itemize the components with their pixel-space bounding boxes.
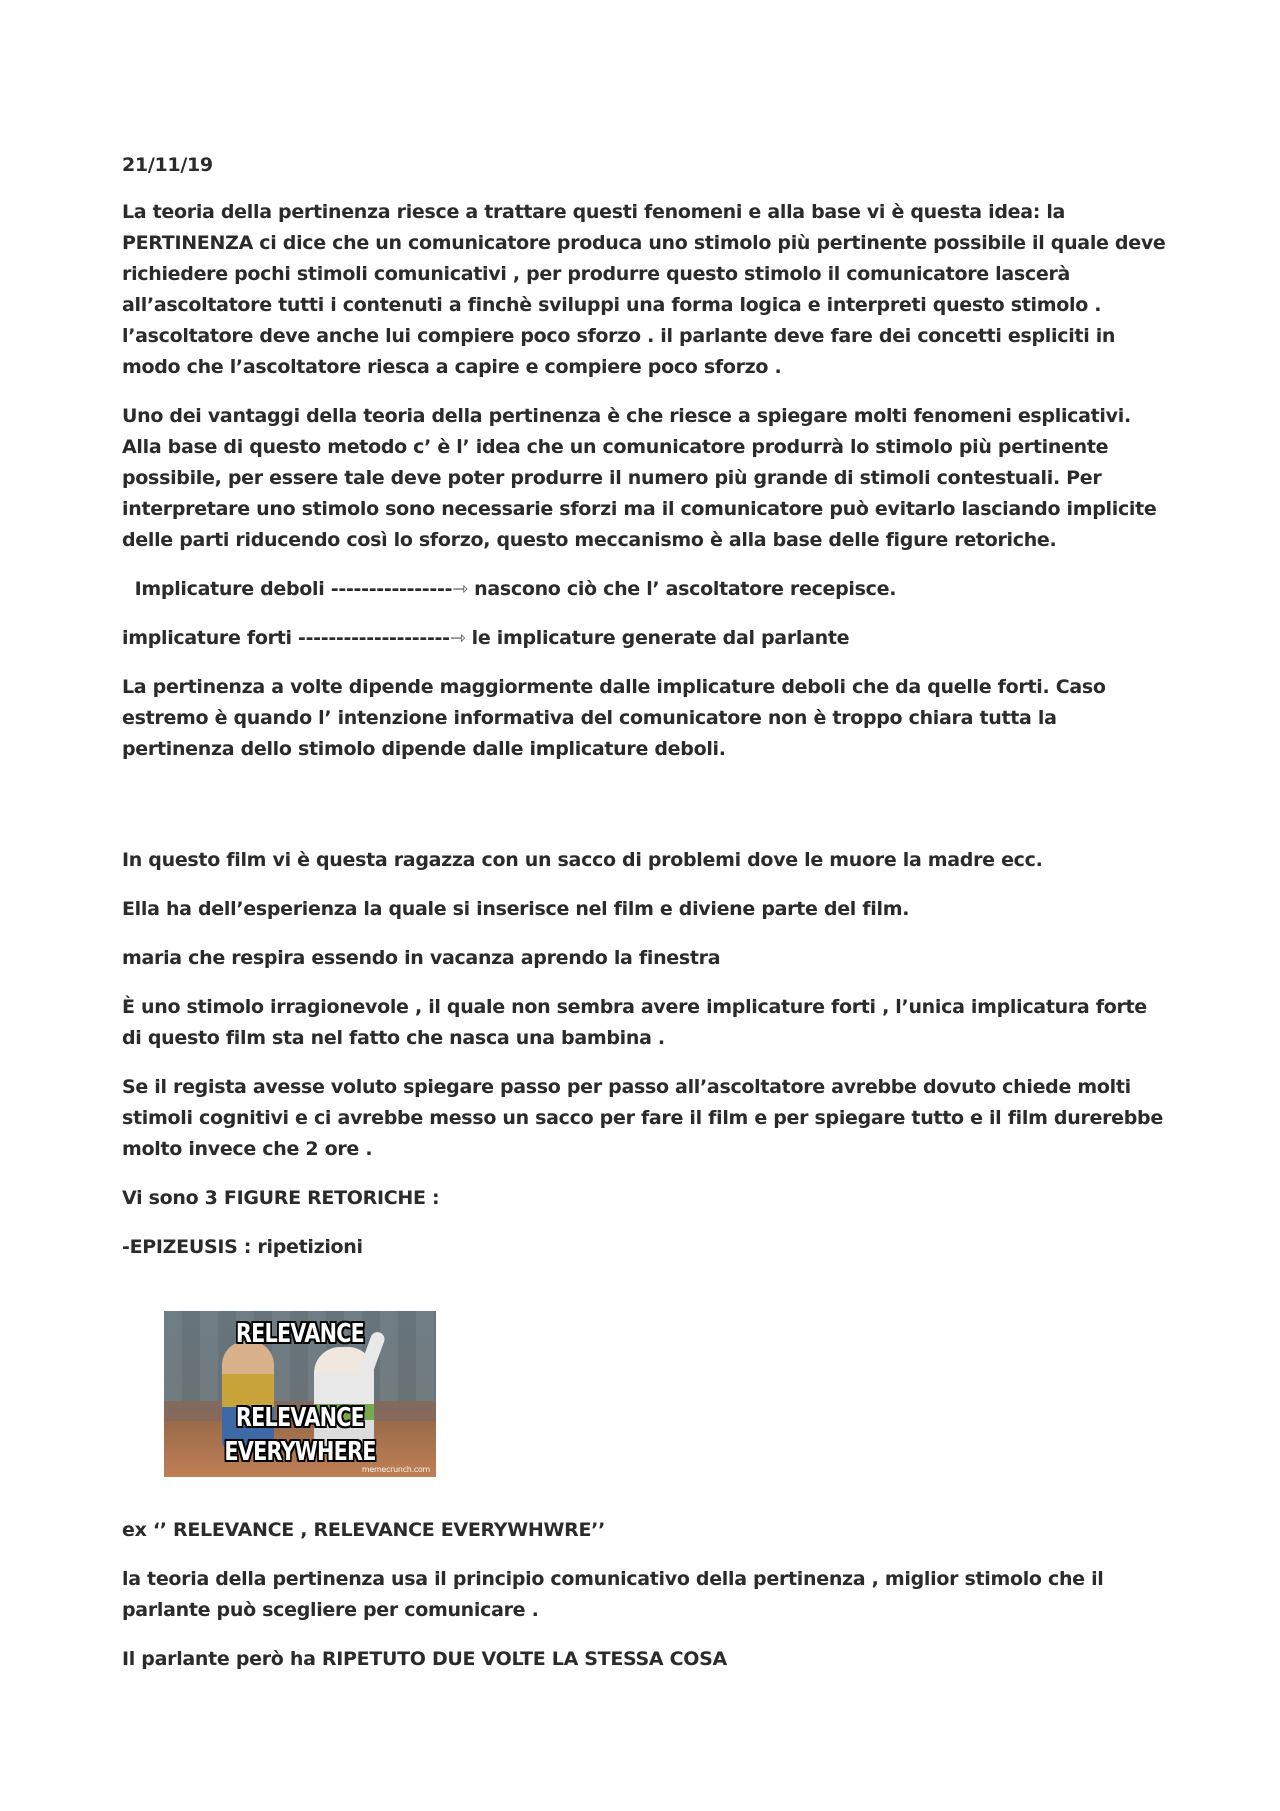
paragraph-pertinence-theory: La teoria della pertinenza riesce a trattare questi fenomeni e alla base vi è questa idea: la PERTINENZA ci dice che un comunicatore produca uno stimolo più pertinente possibile il quale deve richiedere pochi stimoli comunicativi , per produrre questo stimolo il comunicatore lascerà all’ascoltatore tutti i contenuti a finchè sviluppi una forma logica e interpreti questo stimolo . l’ascoltatore deve anche lui compiere poco sforzo . il parlante deve fare dei concetti espliciti in modo che l’ascoltatore riesca a capire e compiere poco sforzo . — [122, 201, 1166, 378]
meme-image — [164, 1311, 436, 1477]
paragraph-example: ex ‘’ RELEVANCE , RELEVANCE EVERYWHWRE’’ — [122, 1519, 606, 1541]
weak-implicature-term: Implicature deboli ---------------- — [134, 578, 453, 600]
weak-implicature-line — [122, 574, 1172, 605]
relevance-meme — [164, 1311, 436, 1477]
date-heading: 21/11/19 — [122, 154, 213, 176]
paragraph-film-scene: maria che respira essendo in vacanza aprendo la finestra — [122, 947, 721, 969]
blank-space — [122, 783, 1172, 845]
meme-caption-middle: RELEVANCE — [235, 1403, 365, 1433]
paragraph-film-experience: Ella ha dell’esperienza la quale si inserisce nel film e diviene parte del film. — [122, 898, 910, 920]
strong-implicature-line — [122, 623, 1172, 654]
paragraph-weak-strong: La pertinenza a volte dipende maggiormente dalle implicature deboli che da quelle forti. Caso estremo è quando l’ intenzione informativa del comunicatore non è troppo chiara tutta la pertinenza dello stimolo dipende dalle implicature deboli. — [122, 676, 1106, 760]
paragraph-film-intro: In questo film vi è questa ragazza con un sacco di problemi dove le muore la madre ecc. — [122, 849, 1043, 871]
paragraph-principle: la teoria della pertinenza usa il principio comunicativo della pertinenza , miglior stimolo che il parlante può scegliere per comunicare . — [122, 1568, 1104, 1621]
weak-implicature-description: nascono ciò che l’ ascoltatore recepisce. — [467, 578, 897, 600]
paragraph-repetition: Il parlante però ha RIPETUTO DUE VOLTE LA STESSA COSA — [122, 1648, 727, 1670]
document-body — [122, 150, 1172, 1693]
strong-implicature-description: le implicature generate dal parlante — [465, 627, 850, 649]
arrow-right-icon: ⇾ — [449, 627, 466, 649]
strong-implicature-term: implicature forti -------------------- — [122, 627, 450, 649]
meme-watermark: memecrunch.com — [361, 1465, 430, 1474]
arrow-right-icon: ⇾ — [452, 578, 468, 600]
meme-caption-top: RELEVANCE — [235, 1319, 365, 1349]
paragraph-epizeusis: -EPIZEUSIS : ripetizioni — [122, 1236, 363, 1258]
paragraph-film-stimulus: È uno stimolo irragionevole , il quale non sembra avere implicature forti , l’unica implicatura forte di questo film sta nel fatto che nasca una bambina . — [122, 996, 1147, 1049]
paragraph-rhetorical-figures: Vi sono 3 FIGURE RETORICHE : — [122, 1187, 440, 1209]
meme-caption-bottom: EVERYWHERE — [224, 1437, 376, 1467]
paragraph-film-director: Se il regista avesse voluto spiegare passo per passo all’ascoltatore avrebbe dovuto chiede molti stimoli cognitivi e ci avrebbe messo un sacco per fare il film e per spiegare tutto e il film durerebbe molto invece che 2 ore . — [122, 1076, 1163, 1160]
paragraph-advantages: Uno dei vantaggi della teoria della pertinenza è che riesce a spiegare molti fenomeni esplicativi. Alla base di questo metodo c’ è l’ idea che un comunicatore produrrà lo stimolo più pertinente possibile, per essere tale deve poter produrre il numero più grande di stimoli contestuali. Per interpretare uno stimolo sono necessarie sforzi ma il comunicatore può evitarlo lasciando implicite delle parti riducendo così lo sforzo, questo meccanismo è alla base delle figure retoriche. — [122, 405, 1157, 551]
meme-character-left — [222, 1341, 274, 1451]
